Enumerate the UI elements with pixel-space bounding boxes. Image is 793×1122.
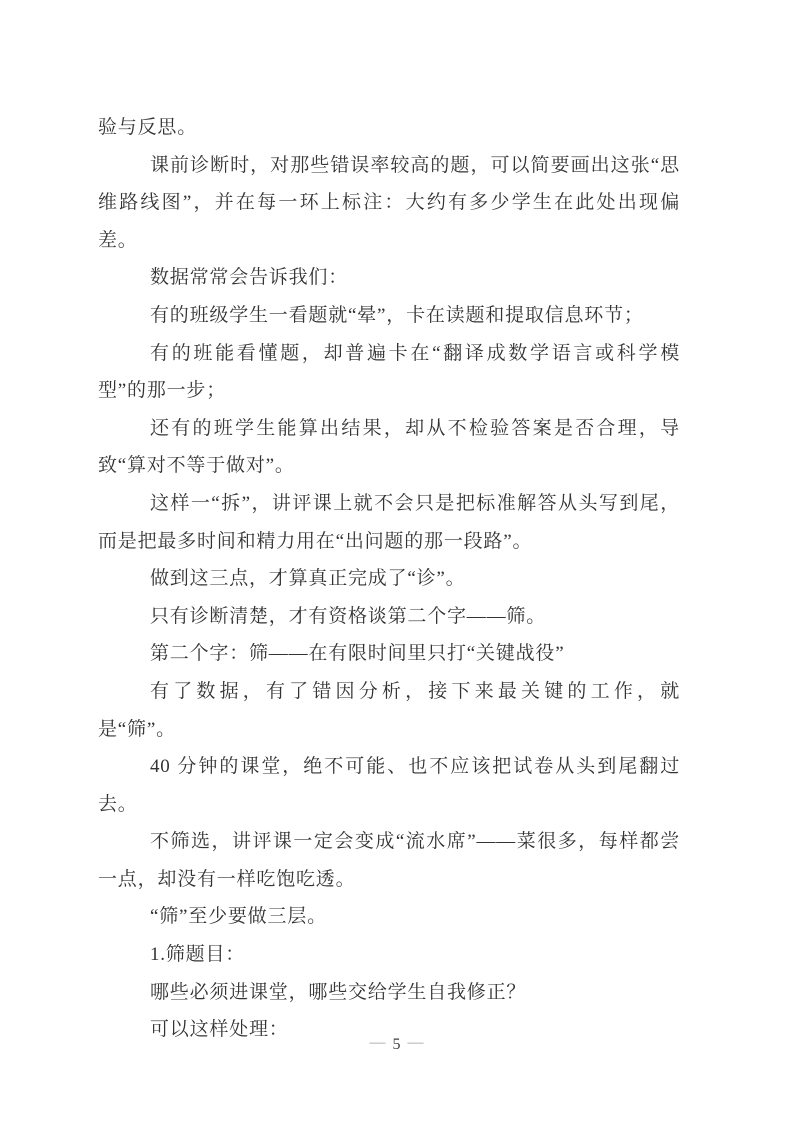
- paragraph: 第二个字：筛——在有限时间里只打“关键战役”: [150, 643, 565, 665]
- paragraph: 40 分钟的课堂，绝不可能、也不应该把试卷从头到尾翻过去。: [98, 756, 680, 815]
- paragraph: 数据常常会告诉我们：: [150, 267, 349, 289]
- paragraph: 课前诊断时，对那些错误率较高的题，可以简要画出这张“思维路线图”，并在每一环上标注：大约有多少学生在此处出现偏差。: [98, 154, 680, 251]
- paragraph: 做到这三点，才算真正完成了“诊”。: [150, 568, 466, 590]
- paragraph: 哪些必须进课堂，哪些交给学生自我修正？: [150, 981, 527, 1003]
- paragraph: 有的班能看懂题，却普遍卡在“翻译成数学语言或科学模型”的那一步；: [98, 342, 680, 402]
- footer-dash-left: —: [369, 1034, 386, 1051]
- footer-dash-right: —: [407, 1034, 424, 1051]
- paragraph: 可以这样处理：: [150, 1019, 289, 1041]
- paragraph: 只有诊断清楚，才有资格谈第二个字——筛。: [150, 605, 547, 627]
- page-footer: [0, 1036, 793, 1054]
- paragraph: 有的班级学生一看题就“晕”，卡在读题和提取信息环节；: [150, 304, 644, 326]
- paragraph: “筛”至少要做三层。: [150, 906, 327, 928]
- paragraph: 这样一“拆”，讲评课上就不会只是把标准解答从头写到尾，而是把最多时间和精力用在“出问题的那一段路”。: [98, 492, 680, 552]
- paragraph: 验与反思。: [98, 117, 198, 138]
- paragraph: 还有的班学生能算出结果，却从不检验答案是否合理，导致“算对不等于做对”。: [98, 417, 680, 477]
- paragraph: 有了数据，有了错因分析，接下来最关键的工作，就是“筛”。: [98, 680, 680, 740]
- document-body: [98, 109, 680, 1049]
- paragraph: 不筛选，讲评课一定会变成“流水席”——菜很多，每样都尝一点，却没有一样吃饱吃透。: [98, 831, 680, 890]
- page-number: 5: [392, 1036, 401, 1053]
- paragraph: 1.筛题目：: [150, 944, 246, 966]
